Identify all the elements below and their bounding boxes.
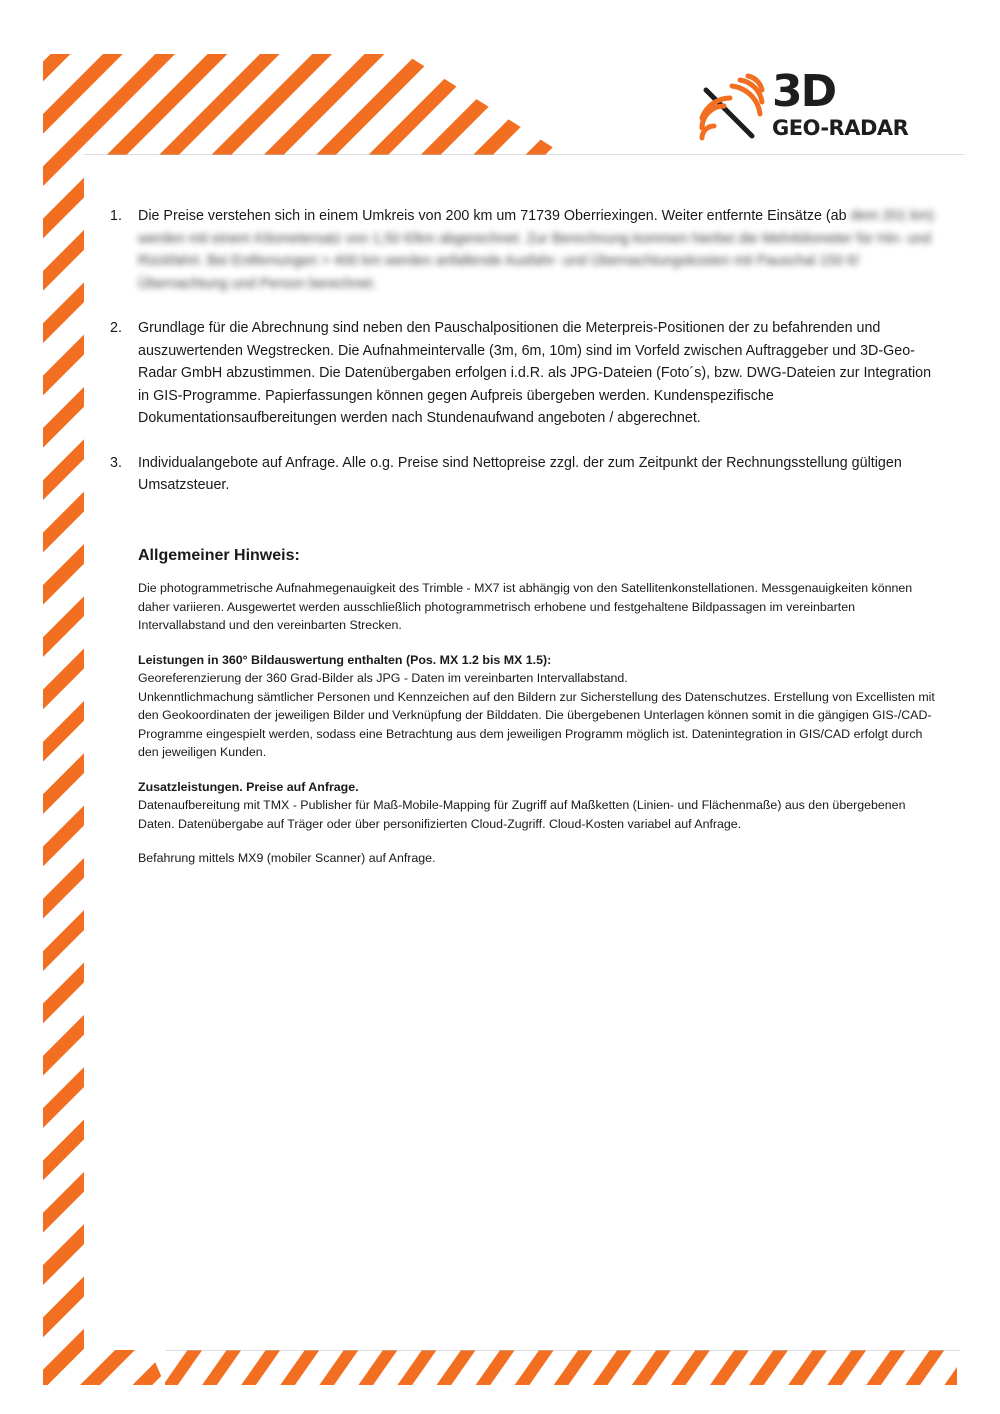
term-number: 3. bbox=[110, 454, 122, 471]
services-heading: Leistungen in 360° Bildauswertung enthalten (Pos. MX 1.2 bis MX 1.5): bbox=[138, 652, 552, 667]
scanner-note: Befahrung mittels MX9 (mobiler Scanner) auf Anfrage. bbox=[138, 851, 436, 865]
term-text-blurred: dem 201 km) werden mit einem Kilometersatz von 1,50 €/km abgerechnet. Zur Berechnung kommen hierbei die Mehrkilometer für Hin- und Rückfahrt. Bei Entfernungen > 400 km werden anfallende Ausfahr- und Übernachtungskosten mit Pauschal 150 €/Übernachtung und Person berechnet. bbox=[138, 208, 934, 292]
term-text: Die Preise verstehen sich in einem Umkreis von 200 km um 71739 Oberriexingen. Weiter entfernte Einsätze (ab bbox=[138, 208, 847, 224]
document-content bbox=[110, 205, 940, 884]
extra-section bbox=[138, 778, 940, 834]
logo-geo-radar: GEO-RADAR bbox=[772, 116, 909, 140]
term-item bbox=[110, 452, 940, 497]
term-number: 1. bbox=[110, 208, 122, 224]
extra-heading: Zusatzleistungen. Preise auf Anfrage. bbox=[138, 779, 359, 794]
services-line2: Unkenntlichmachung sämtlicher Personen und Kennzeichen auf den Bildern zur Sicherstellung des Datenschutzes. Erstellung von Excellisten mit den Geokoordinaten der jeweiligen Bilder und Verknüpfung der Bilddaten. Die übergebenen Unterlagen können somit in die gängigen GIS-/CAD-Programme eingespielt werden, sodass eine Betrachtung aus dem jeweiligen Programm möglich ist. Datenintegration in GIS/CAD erfolgt durch den jeweiligen Kunden. bbox=[138, 689, 935, 759]
services-section bbox=[138, 651, 940, 762]
term-text: Individualangebote auf Anfrage. Alle o.g. Preise sind Nettopreise zzgl. der zum Zeitpunkt der Rechnungsstellung gültigen Umsatzsteuer. bbox=[138, 454, 902, 493]
extra-text: Datenaufbereitung mit TMX - Publisher für Maß-Mobile-Mapping für Zugriff auf Maßketten (Linien- und Flächenmaße) aus den übergebenen Daten. Datenübergabe auf Träger oder über personifizierten Cloud-Zugriff. Cloud-Kosten variabel auf Anfrage. bbox=[138, 798, 906, 831]
notes-heading: Allgemeiner Hinweis: bbox=[138, 546, 300, 564]
notes-intro: Die photogrammetrische Aufnahmegenauigkeit des Trimble - MX7 ist abhängig von den Satellitenkonstellationen. Messgenauigkeiten können daher variieren. Ausgewertet werden ausschließlich photogrammetrisch erhobene und festgehaltene Bildpassagen im vereinbarten Intervallabstand und den vereinbarten Strecken. bbox=[138, 581, 913, 632]
services-line1: Georeferenzierung der 360 Grad-Bilder als JPG - Daten im vereinbarten Intervallabstand. bbox=[138, 671, 628, 685]
general-notes bbox=[138, 547, 940, 868]
terms-list bbox=[110, 205, 940, 497]
term-item bbox=[110, 317, 940, 430]
term-text: Grundlage für die Abrechnung sind neben den Pauschalpositionen die Meterpreis-Positionen der zu befahrenden und auszuwertenden Wegstrecken. Die Aufnahmeintervalle (3m, 6m, 10m) sind im Vorfeld zwischen Auftraggeber und 3D-Geo-Radar GmbH abzustimmen. Die Datenübergaben erfolgen i.d.R. als JPG-Dateien (Foto´s), bzw. DWG-Dateien zur Integration in GIS-Programme. Papierfassungen können gegen Aufpreis übergeben werden. Kundenspezifische Dokumentationsaufbereitungen werden nach Stundenaufwand angeboten / abgerechnet. bbox=[138, 320, 932, 426]
term-item bbox=[110, 205, 940, 295]
term-number: 2. bbox=[110, 320, 122, 336]
company-logo bbox=[690, 68, 950, 148]
logo-3d: 3D bbox=[772, 66, 836, 117]
